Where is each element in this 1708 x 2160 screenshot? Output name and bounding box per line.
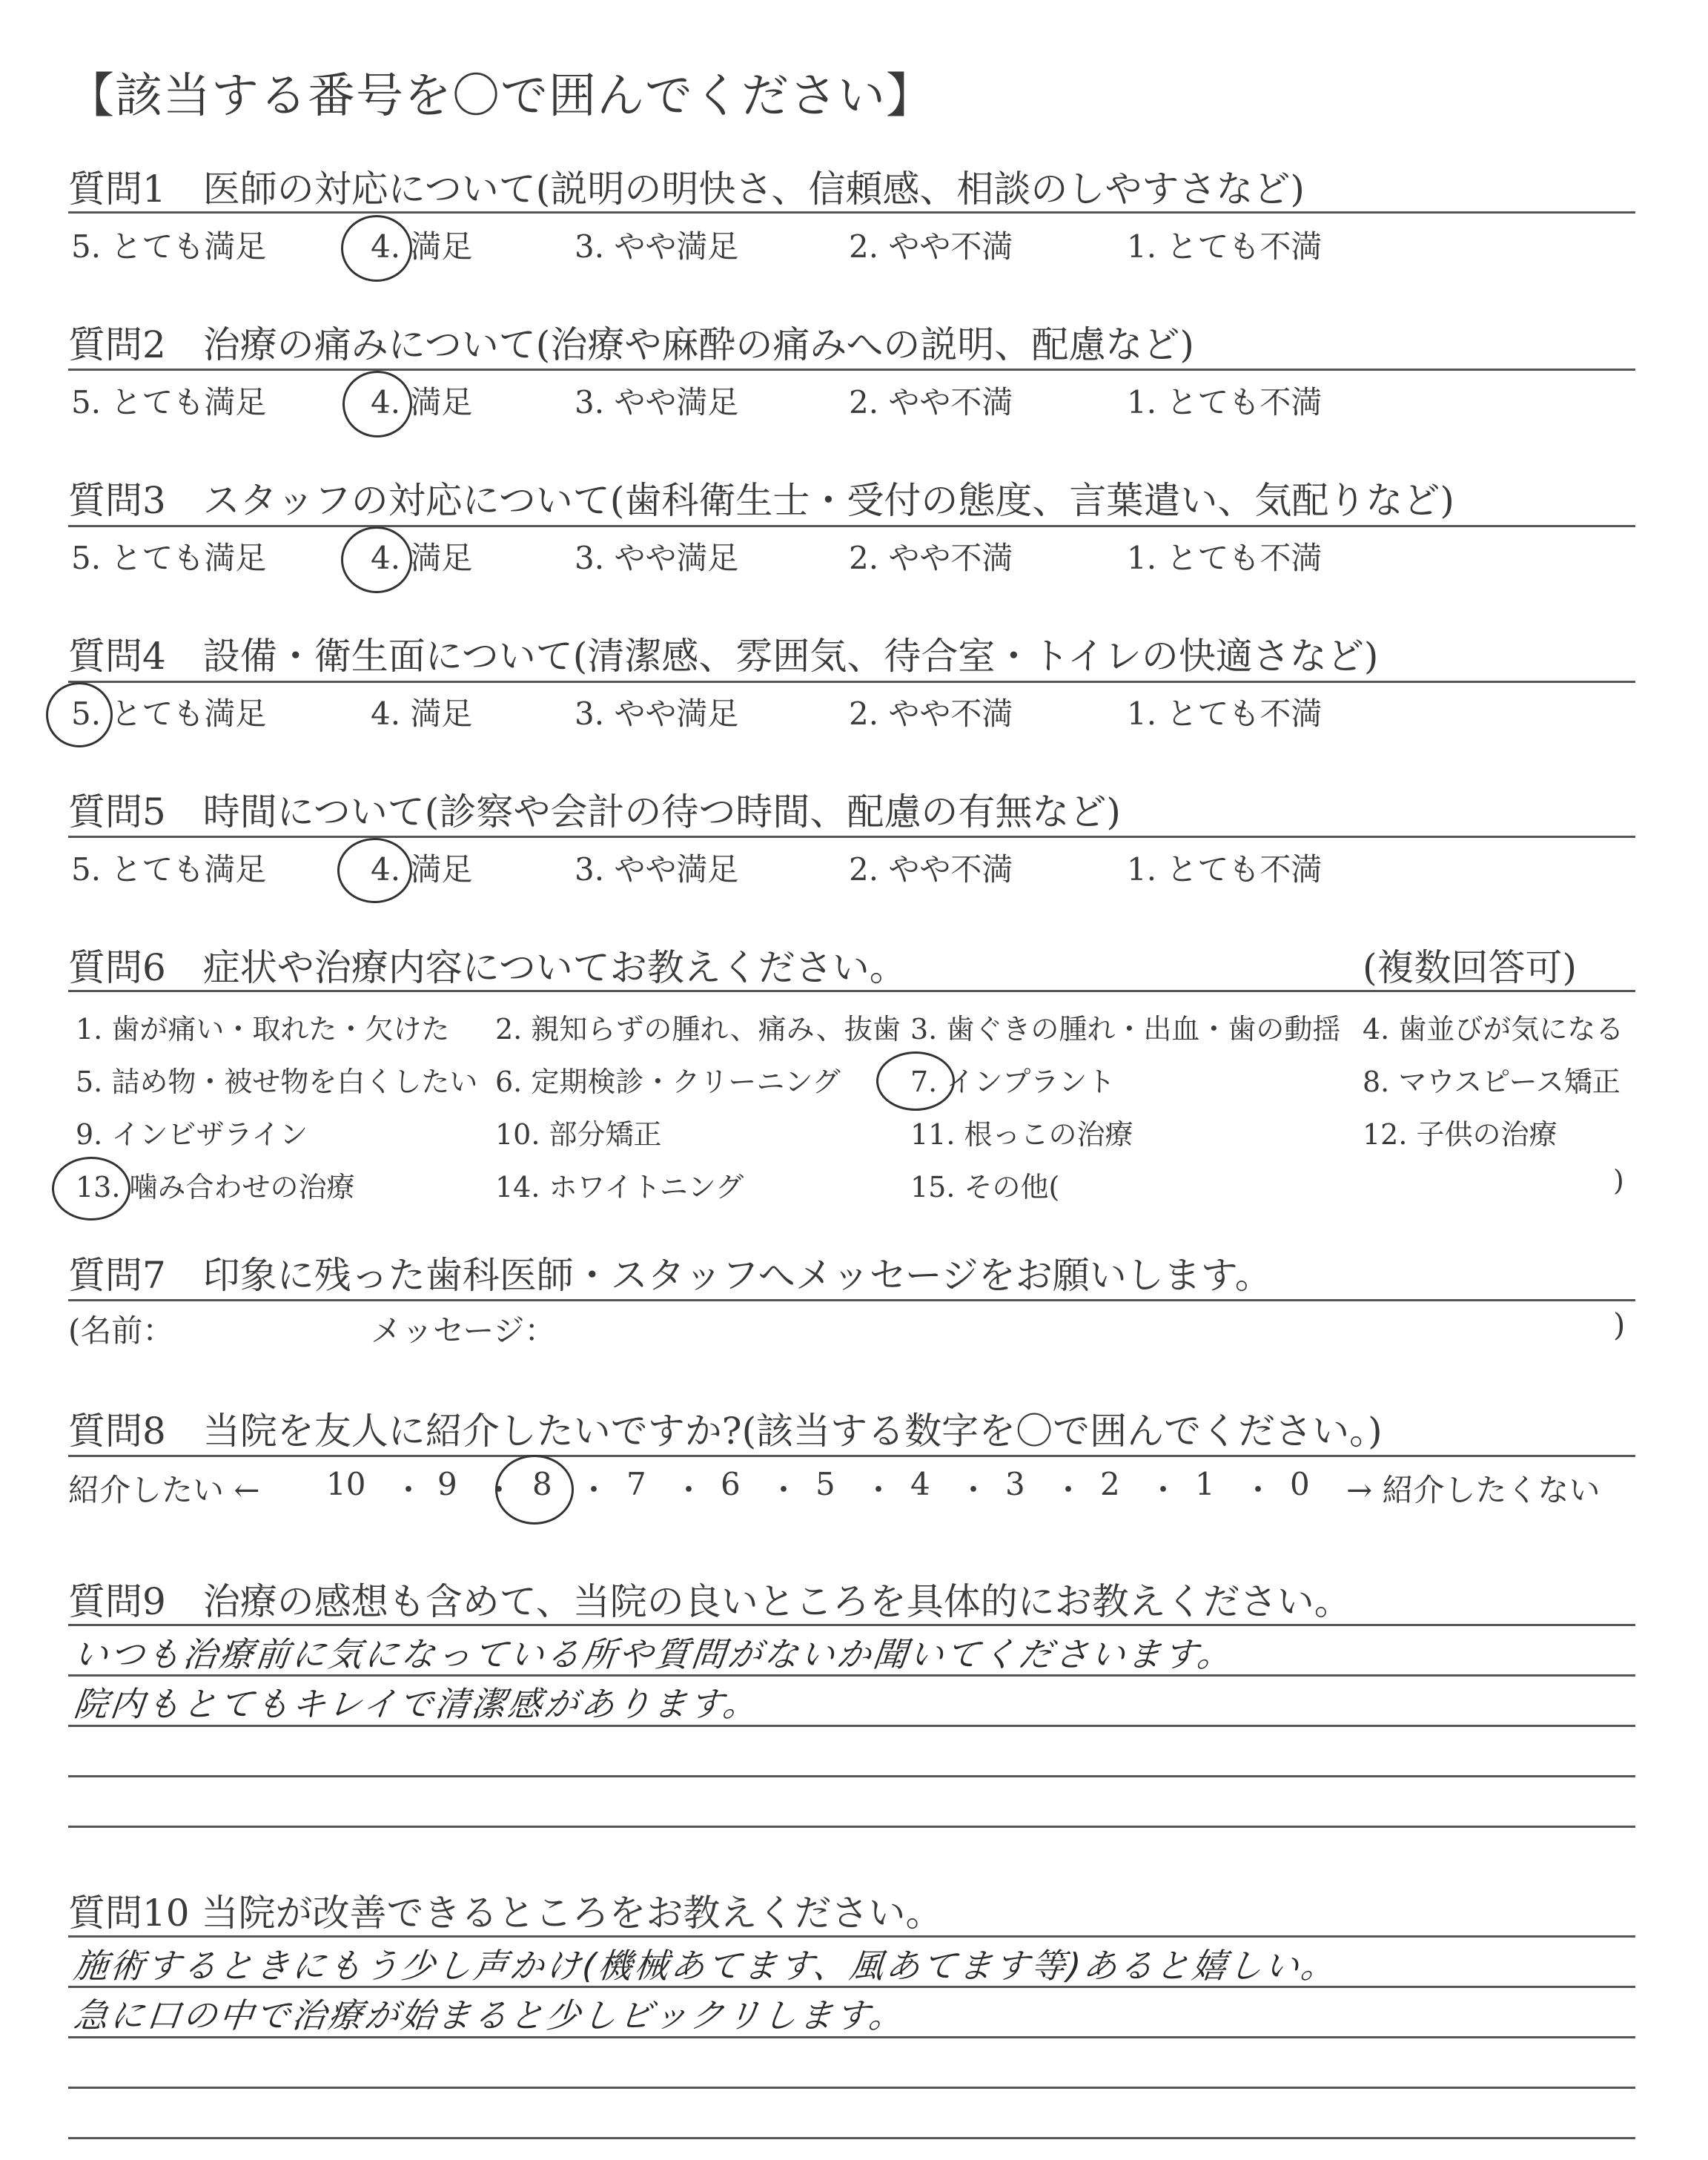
q2-option-1[interactable]: 1. とても不満: [1127, 384, 1323, 420]
q5-option-3[interactable]: 3. やや満足: [575, 851, 739, 888]
selection-circle: [52, 1157, 130, 1221]
divider: [68, 525, 1635, 527]
q8-dot: ・: [863, 1472, 895, 1508]
answer-line: [68, 1725, 1635, 1727]
q1-option-2[interactable]: 2. やや不満: [849, 228, 1013, 265]
divider: [68, 369, 1635, 371]
selection-circle: [341, 526, 412, 593]
divider: [68, 211, 1635, 214]
q9-answer-line-2: 院内もとてもキレイで清潔感があります。: [71, 1684, 762, 1724]
q4-option-4[interactable]: 4. 満足: [371, 696, 473, 732]
q2-option-2[interactable]: 2. やや不満: [849, 384, 1013, 420]
q8-dot: ・: [1148, 1472, 1179, 1508]
form-title: 【該当する番号を〇で囲んでください】: [67, 69, 934, 124]
q6-option-11[interactable]: 11. 根っこの治療: [910, 1118, 1133, 1151]
q4-option-5[interactable]: 5. とても満足: [71, 696, 267, 732]
divider: [68, 836, 1635, 838]
q8-dot: ・: [393, 1472, 425, 1508]
q8-scale-3[interactable]: 3: [1005, 1466, 1025, 1502]
q2-option-4[interactable]: 4. 満足: [371, 384, 473, 420]
q8-scale-1[interactable]: 1: [1195, 1466, 1215, 1502]
q3-option-5[interactable]: 5. とても満足: [71, 540, 267, 576]
q9-answer-line-1: いつも治療前に気になっている所や質問がないか聞いてくださいます。: [71, 1634, 1236, 1674]
question-6-title: 質問6 症状や治療内容についてお教えください。: [68, 946, 907, 989]
q6-option-7[interactable]: 7. インプラント: [910, 1066, 1116, 1098]
answer-line: [68, 1775, 1635, 1777]
q6-option-2[interactable]: 2. 親知らずの腫れ、痛み、抜歯: [495, 1013, 901, 1046]
answer-line: [68, 2036, 1635, 2038]
q8-scale-8[interactable]: 8: [532, 1466, 552, 1502]
q8-dot: ・: [1053, 1472, 1085, 1508]
question-5-title: 質問5 時間について(診察や会計の待つ時間、配慮の有無など): [68, 790, 1121, 833]
q5-option-4[interactable]: 4. 満足: [371, 851, 473, 888]
question-1-title: 質問1 医師の対応について(説明の明快さ、信頼感、相談のしやすさなど): [68, 168, 1305, 211]
q8-dot: ・: [768, 1472, 800, 1508]
q8-right-label: → 紹介したくない: [1346, 1472, 1601, 1508]
q6-other-close: ): [1613, 1164, 1624, 1197]
q1-option-5[interactable]: 5. とても満足: [71, 228, 267, 265]
q7-name-label: (名前：: [68, 1312, 174, 1349]
q6-option-9[interactable]: 9. インビザライン: [76, 1118, 308, 1151]
answer-line: [68, 2137, 1635, 2139]
selection-circle: [46, 682, 113, 747]
q8-scale-4[interactable]: 4: [910, 1466, 930, 1502]
question-7-title: 質問7 印象に残った歯科医師・スタッフへメッセージをお願いします。: [68, 1254, 1272, 1297]
selection-circle: [337, 838, 412, 903]
q4-option-2[interactable]: 2. やや不満: [849, 696, 1013, 732]
divider: [68, 681, 1635, 683]
question-8-title: 質問8 当院を友人に紹介したいですか?(該当する数字を〇で囲んでください。): [68, 1410, 1383, 1453]
divider: [68, 1935, 1635, 1938]
q8-left-label: 紹介したい ←: [68, 1472, 260, 1508]
q3-option-1[interactable]: 1. とても不満: [1127, 540, 1323, 576]
q6-option-12[interactable]: 12. 子供の治療: [1363, 1118, 1558, 1151]
q3-option-2[interactable]: 2. やや不満: [849, 540, 1013, 576]
divider: [68, 1624, 1635, 1626]
q6-option-8[interactable]: 8. マウスピース矯正: [1363, 1066, 1621, 1098]
q8-dot: ・: [958, 1472, 990, 1508]
q3-option-3[interactable]: 3. やや満足: [575, 540, 739, 576]
selection-circle: [341, 215, 412, 282]
q10-answer-line-1: 施術するときにもう少し声かけ(機械あてます、風あてます等)あると嬉しい。: [71, 1946, 1340, 1986]
selection-circle: [876, 1051, 955, 1111]
q6-option-4[interactable]: 4. 歯並びが気になる: [1363, 1013, 1624, 1046]
question-4-title: 質問4 設備・衛生面について(清潔感、雰囲気、待合室・トイレの快適さなど): [68, 635, 1379, 678]
q10-answer-line-2: 急に口の中で治療が始まると少しビックリします。: [71, 1995, 908, 2035]
answer-line: [68, 1674, 1635, 1677]
q6-option-1[interactable]: 1. 歯が痛い・取れた・欠けた: [76, 1013, 450, 1046]
divider: [68, 1455, 1635, 1457]
q2-option-3[interactable]: 3. やや満足: [575, 384, 739, 420]
q6-option-15[interactable]: 15. その他(: [910, 1171, 1060, 1203]
q2-option-5[interactable]: 5. とても満足: [71, 384, 267, 420]
answer-line: [68, 1986, 1635, 1988]
q8-scale-2[interactable]: 2: [1100, 1466, 1120, 1502]
q8-scale-0[interactable]: 0: [1290, 1466, 1310, 1502]
divider: [68, 1299, 1635, 1301]
q1-option-3[interactable]: 3. やや満足: [575, 228, 739, 265]
q7-close-paren: ): [1613, 1307, 1626, 1343]
q6-option-10[interactable]: 10. 部分矯正: [495, 1118, 662, 1151]
answer-line: [68, 2087, 1635, 2089]
q8-scale-10[interactable]: 10: [326, 1466, 366, 1502]
divider: [68, 990, 1635, 992]
q8-dot: ・: [483, 1472, 515, 1508]
question-2-title: 質問2 治療の痛みについて(治療や麻酔の痛みへの説明、配慮など): [68, 323, 1194, 366]
q8-dot: ・: [1242, 1472, 1274, 1508]
q1-option-4[interactable]: 4. 満足: [371, 228, 473, 265]
q1-option-1[interactable]: 1. とても不満: [1127, 228, 1323, 265]
q6-option-13[interactable]: 13. 噛み合わせの治療: [76, 1171, 355, 1203]
q8-scale-9[interactable]: 9: [437, 1466, 457, 1502]
q8-dot: ・: [578, 1472, 610, 1508]
q4-option-1[interactable]: 1. とても不満: [1127, 696, 1323, 732]
q6-option-6[interactable]: 6. 定期検診・クリーニング: [495, 1066, 841, 1098]
q6-option-3[interactable]: 3. 歯ぐきの腫れ・出血・歯の動揺: [910, 1013, 1341, 1046]
q7-message-label: メッセージ：: [371, 1312, 556, 1349]
q8-scale-7[interactable]: 7: [626, 1466, 646, 1502]
question-6-note: (複数回答可): [1363, 946, 1578, 989]
selection-circle: [495, 1455, 574, 1525]
question-3-title: 質問3 スタッフの対応について(歯科衛生士・受付の態度、言葉遣い、気配りなど): [68, 479, 1454, 522]
q5-option-1[interactable]: 1. とても不満: [1127, 851, 1323, 888]
q8-dot: ・: [673, 1472, 705, 1508]
q6-option-14[interactable]: 14. ホワイトニング: [495, 1171, 744, 1203]
selection-circle: [342, 371, 412, 437]
q6-option-5[interactable]: 5. 詰め物・被せ物を白くしたい: [76, 1066, 478, 1098]
q3-option-4[interactable]: 4. 満足: [371, 540, 473, 576]
question-9-title: 質問9 治療の感想も含めて、当院の良いところを具体的にお教えください。: [68, 1580, 1351, 1623]
q5-option-2[interactable]: 2. やや不満: [849, 851, 1013, 888]
q5-option-5[interactable]: 5. とても満足: [71, 851, 267, 888]
question-10-title: 質問10 当院が改善できるところをお教えください。: [68, 1892, 943, 1935]
q4-option-3[interactable]: 3. やや満足: [575, 696, 739, 732]
q8-scale-5[interactable]: 5: [815, 1466, 835, 1502]
q8-scale-6[interactable]: 6: [721, 1466, 741, 1502]
answer-line: [68, 1826, 1635, 1828]
